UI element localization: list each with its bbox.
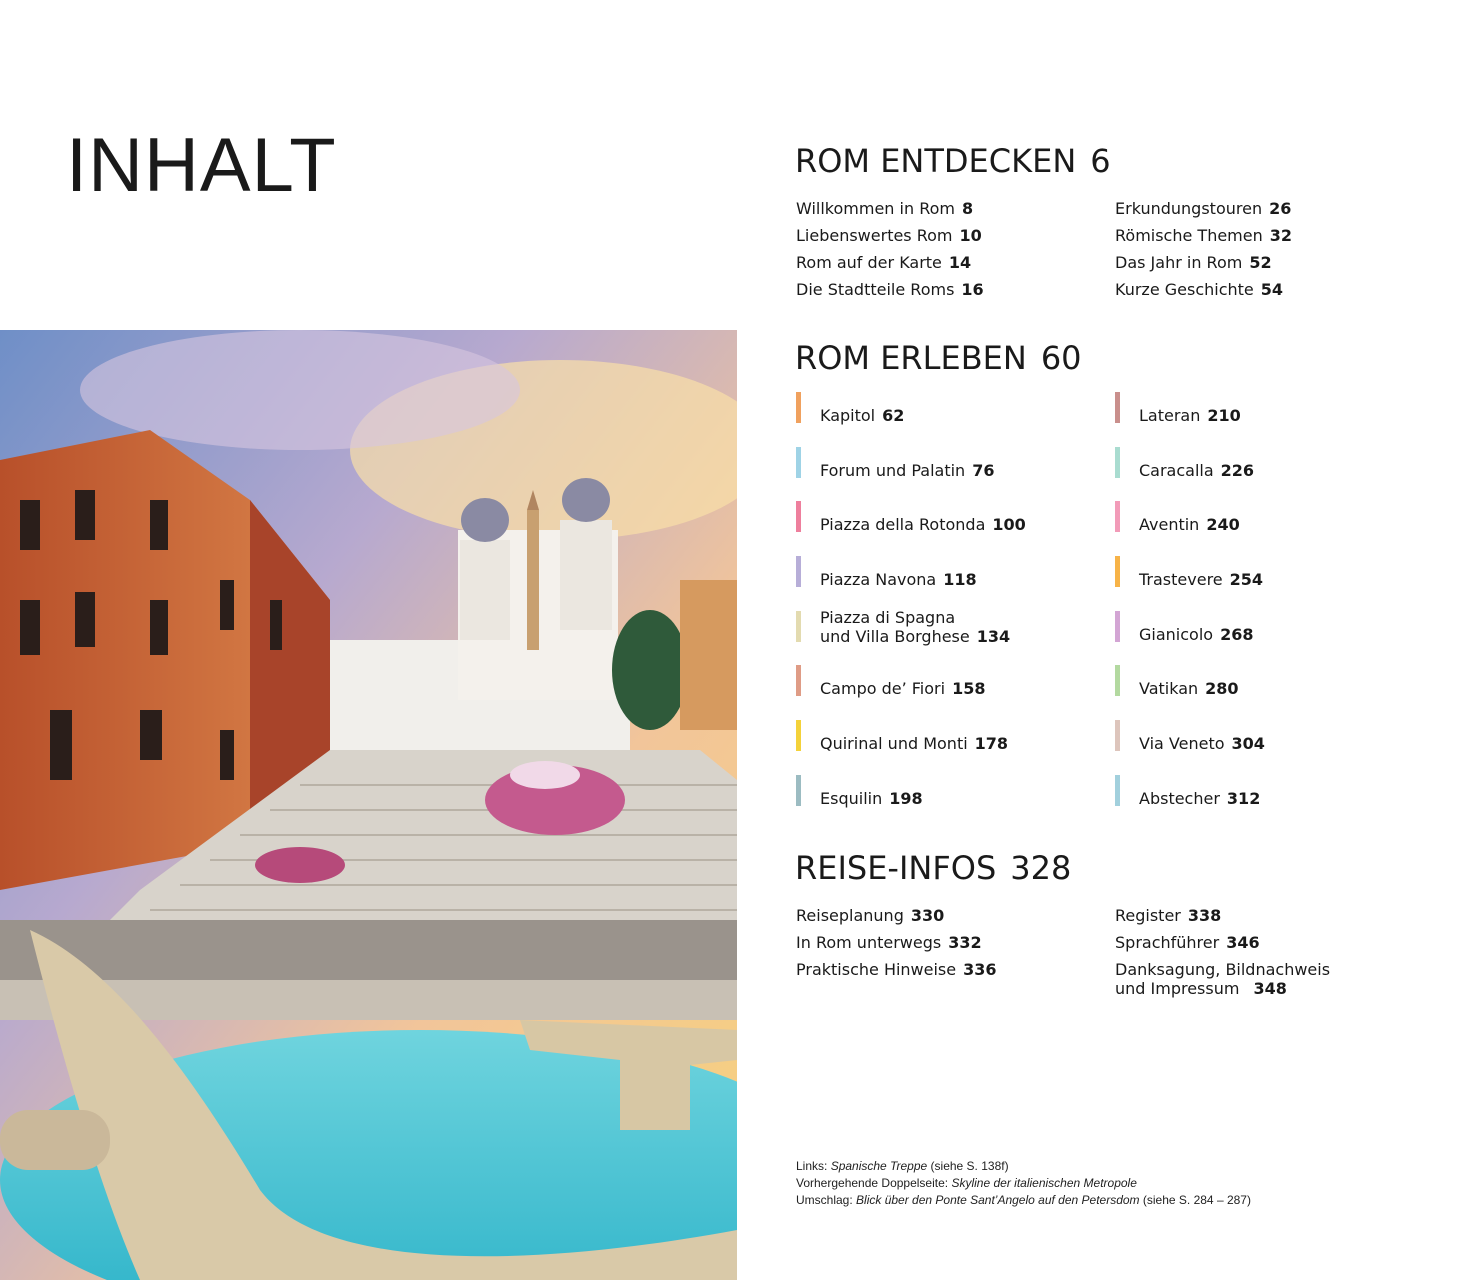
chapter-page: 118 [943, 570, 977, 590]
entry-page: 346 [1226, 933, 1260, 952]
chapter-label [820, 570, 977, 589]
chapter-label [1139, 789, 1260, 808]
entry-page: 52 [1249, 253, 1272, 272]
chapter-label [820, 406, 904, 425]
entry-label: Römische Themen [1115, 226, 1263, 245]
toc-entry[interactable] [1115, 280, 1434, 307]
chapter-item[interactable] [1115, 717, 1434, 772]
chapter-color-bar [796, 447, 801, 478]
chapter-label-text: Quirinal und Monti [820, 734, 968, 754]
toc-entry[interactable] [796, 906, 1115, 933]
chapter-label [1139, 461, 1254, 480]
entry-label: Kurze Geschichte [1115, 280, 1254, 299]
chapter-label-line2-text: und Villa Borghese [820, 626, 970, 646]
chapter-label [1139, 625, 1253, 644]
chapter-item[interactable] [1115, 498, 1434, 553]
entry-label: Die Stadtteile Roms [796, 280, 955, 299]
chapter-label-text: Piazza di Spagna [820, 607, 956, 627]
chapter-color-bar [1115, 556, 1120, 587]
chapter-label-text: Via Veneto [1139, 734, 1225, 754]
rom-entdecken-list [796, 199, 1436, 307]
chapter-label-text: Abstecher [1139, 788, 1220, 808]
credit-title: Spanische Treppe [830, 1159, 928, 1173]
credit-line-links [796, 1158, 1436, 1175]
chapter-item[interactable] [1115, 772, 1434, 827]
chapter-item[interactable] [796, 662, 1115, 717]
chapter-color-bar [1115, 665, 1120, 696]
toc-entry[interactable] [796, 226, 1115, 253]
toc-entry[interactable] [1115, 199, 1434, 226]
chapter-label-text: Gianicolo [1139, 624, 1214, 644]
chapter-label-text: Piazza Navona [820, 570, 937, 590]
section-title-rom-erleben [795, 339, 1082, 377]
section-page-number: 60 [1040, 339, 1082, 377]
credit-line-doppelseite [796, 1175, 1436, 1192]
chapter-item[interactable] [1115, 553, 1434, 608]
credit-prefix: Umschlag: [796, 1193, 857, 1207]
section-title-rom-entdecken [795, 142, 1111, 180]
toc-entry[interactable] [1115, 933, 1434, 960]
toc-entry[interactable] [796, 253, 1115, 280]
chapter-label [820, 734, 1008, 753]
credit-title: Blick über den Ponte Sant’Angelo auf den Petersdom [856, 1193, 1140, 1207]
chapter-label-text: Vatikan [1139, 679, 1199, 699]
chapter-color-bar [796, 775, 801, 806]
chapter-label-text: Forum und Palatin [820, 460, 966, 480]
reise-infos-list [796, 906, 1436, 1006]
chapter-page: 210 [1207, 406, 1241, 425]
entry-page: 10 [959, 226, 982, 245]
chapter-color-bar [1115, 392, 1120, 423]
entry-page: 332 [948, 933, 982, 952]
chapter-color-bar [1115, 720, 1120, 751]
chapter-page: 158 [952, 679, 986, 699]
entry-label: Praktische Hinweise [796, 960, 957, 979]
chapter-label-text: Lateran [1139, 406, 1201, 425]
rom-erleben-chapter-list [796, 389, 1436, 827]
entry-label: Erkundungstouren [1115, 199, 1263, 218]
chapter-color-bar [1115, 775, 1120, 806]
entry-page: 338 [1187, 906, 1222, 925]
chapter-page: 134 [976, 626, 1011, 646]
chapter-label-text: Esquilin [820, 788, 883, 808]
toc-entry[interactable] [796, 933, 1115, 960]
section-title-text: ROM ENTDECKEN [795, 142, 1077, 180]
chapter-item[interactable] [1115, 389, 1434, 444]
entry-page: 14 [948, 253, 972, 272]
section-page-number: 328 [1010, 849, 1072, 887]
chapter-page: 312 [1226, 788, 1261, 808]
credit-suffix: (siehe S. 138f) [927, 1159, 1009, 1173]
chapter-label-text: Trastevere [1139, 570, 1223, 590]
chapter-page: 226 [1220, 460, 1255, 480]
entry-label: Das Jahr in Rom [1115, 253, 1243, 272]
chapter-color-bar [1115, 611, 1120, 642]
section-title-text: ROM ERLEBEN [795, 339, 1027, 377]
chapter-label-text: Aventin [1139, 515, 1200, 535]
chapter-color-bar [796, 556, 801, 587]
chapter-label-text: Piazza della Rotonda [820, 515, 986, 535]
chapter-label-text: Caracalla [1139, 460, 1214, 480]
photo-illustration [0, 330, 737, 1280]
chapter-page: 254 [1229, 570, 1264, 590]
toc-entry[interactable] [796, 280, 1115, 307]
chapter-page: 198 [889, 788, 923, 808]
toc-entry[interactable] [1115, 906, 1434, 933]
toc-entry[interactable] [1115, 226, 1434, 253]
entry-label: Willkommen in Rom [796, 199, 955, 218]
credit-title: Skyline der italienischen Metropole [951, 1176, 1137, 1190]
chapter-label [1139, 679, 1239, 698]
image-credits [796, 1158, 1436, 1209]
chapter-label-line2 [820, 627, 1010, 646]
entry-label-line2 [1115, 979, 1434, 998]
chapter-label [820, 515, 1026, 534]
chapter-color-bar [796, 720, 801, 751]
chapter-label [1139, 515, 1240, 534]
chapter-label [820, 461, 994, 480]
chapter-item[interactable] [796, 389, 1115, 444]
spanish-steps-photo [0, 330, 737, 1280]
chapter-page: 76 [972, 460, 995, 480]
chapter-page: 240 [1206, 515, 1240, 535]
chapter-label [820, 608, 1010, 646]
chapter-page: 280 [1205, 679, 1239, 699]
chapter-label [1139, 406, 1241, 425]
chapter-item[interactable] [796, 498, 1115, 553]
toc-entry[interactable] [1115, 253, 1434, 280]
chapter-label-text: Campo de’ Fiori [820, 679, 946, 699]
chapter-color-bar [796, 665, 801, 696]
entry-page: 8 [961, 199, 974, 218]
entry-label: Sprachführer [1115, 933, 1220, 952]
credit-suffix: (siehe S. 284 – 287) [1139, 1193, 1251, 1207]
chapter-label [820, 679, 985, 698]
chapter-item[interactable] [796, 717, 1115, 772]
toc-entry[interactable] [796, 199, 1115, 226]
section-title-reise-infos [795, 849, 1072, 887]
chapter-color-bar [796, 501, 801, 532]
section-page-number: 6 [1090, 142, 1111, 180]
chapter-color-bar [1115, 501, 1120, 532]
chapter-item[interactable] [1115, 662, 1434, 717]
entry-label-line2-text: und Impressum [1115, 979, 1240, 998]
section-title-text: REISE-INFOS [795, 849, 997, 887]
entry-page: 330 [910, 906, 945, 925]
chapter-item[interactable] [1115, 608, 1434, 663]
entry-label: Register [1115, 906, 1181, 925]
credit-line-umschlag [796, 1192, 1436, 1209]
entry-page: 26 [1269, 199, 1292, 218]
chapter-label-text: Kapitol [820, 406, 876, 425]
chapter-label [1139, 570, 1263, 589]
chapter-item[interactable] [796, 553, 1115, 608]
chapter-color-bar [796, 392, 801, 423]
chapter-page: 62 [882, 406, 905, 425]
entry-page: 32 [1269, 226, 1293, 245]
chapter-label [820, 789, 923, 808]
entry-label: Rom auf der Karte [796, 253, 942, 272]
chapter-label [1139, 734, 1265, 753]
entry-label: Danksagung, Bildnachweis [1115, 960, 1331, 979]
chapter-color-bar [1115, 447, 1120, 478]
entry-page: 336 [963, 960, 997, 979]
credit-prefix: Vorhergehende Doppelseite: [796, 1176, 952, 1190]
entry-page: 16 [961, 280, 984, 299]
chapter-page: 304 [1231, 734, 1265, 754]
entry-label: Liebenswertes Rom [796, 226, 953, 245]
page-title: INHALT [66, 123, 337, 208]
chapter-color-bar [796, 611, 801, 642]
credit-prefix: Links: [796, 1159, 831, 1173]
toc-entry[interactable] [1115, 960, 1434, 1006]
entry-label: In Rom unterwegs [796, 933, 942, 952]
chapter-page: 100 [992, 515, 1026, 535]
entry-page: 348 [1253, 979, 1287, 998]
toc-entry[interactable] [796, 960, 1115, 1006]
chapter-item[interactable] [796, 772, 1115, 827]
chapter-page: 268 [1220, 624, 1254, 644]
entry-label: Reiseplanung [796, 906, 904, 925]
chapter-item[interactable] [1115, 444, 1434, 499]
chapter-item[interactable] [796, 444, 1115, 499]
entry-page: 54 [1260, 280, 1284, 299]
chapter-item[interactable] [796, 608, 1115, 663]
chapter-page: 178 [974, 734, 1009, 754]
